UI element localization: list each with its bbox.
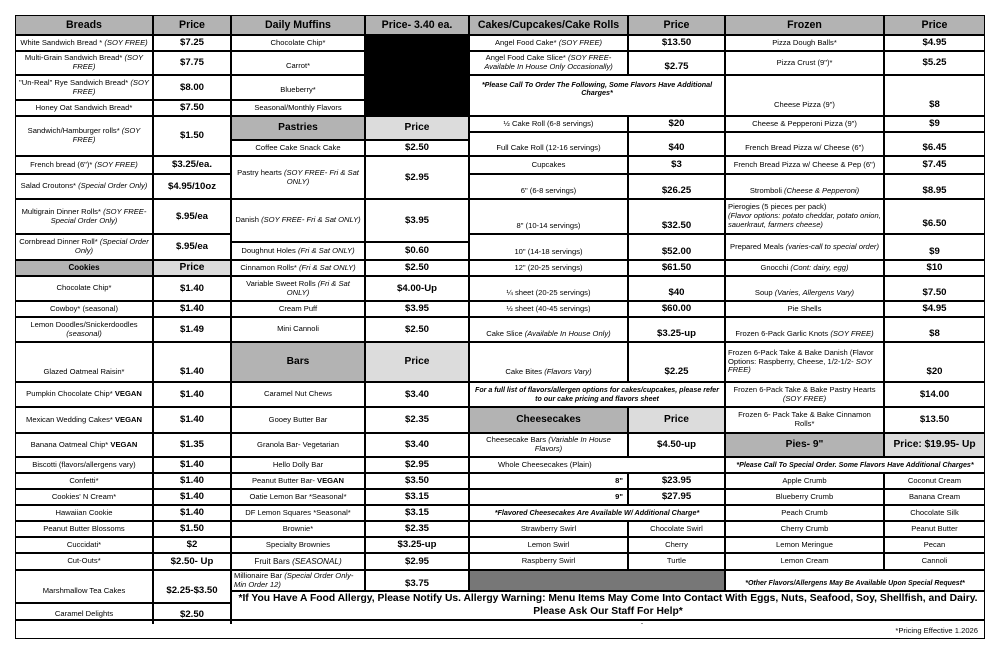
frozen-price: $9 (884, 116, 985, 132)
pastry-price: $4.00-Up (365, 276, 469, 301)
bread-item: Honey Oat Sandwich Bread* (15, 100, 153, 116)
cheesecakes-price-header: Price (628, 407, 725, 433)
bar-price: $3.15 (365, 505, 469, 521)
cookie-price: $1.40 (153, 342, 231, 382)
cookie-item: Chocolate Chip* (15, 276, 153, 301)
price-board (15, 15, 985, 639)
cookie-item: Caramel Delights (15, 603, 153, 620)
frozen-price: $10 (884, 260, 985, 276)
pastry-price: $3.95 (365, 199, 469, 242)
muffin-item: Carrot* (231, 51, 365, 75)
bread-price: $.95/ea (153, 234, 231, 260)
cake-price: $13.50 (628, 35, 725, 51)
cake-item: ¼ sheet (20-25 servings) (469, 276, 628, 301)
cake-price: $61.50 (628, 260, 725, 276)
pie-flavor: Lemon Cream (725, 553, 884, 570)
cheesecake-flavor: Turtle (628, 553, 725, 570)
pricing-effective: *Pricing Effective 1.2026 (15, 624, 985, 639)
frozen-price: $20 (884, 342, 985, 382)
cookie-price: $1.35 (153, 433, 231, 457)
muffin-item: Seasonal/Monthly Flavors (231, 100, 365, 116)
cookie-item: Lemon Doodles/Snickerdoodles (seasonal) (15, 317, 153, 342)
bread-price: $7.25 (153, 35, 231, 51)
bread-item: French bread (6")* (SOY FREE) (15, 156, 153, 174)
cheesecakes-header: Cheesecakes (469, 407, 628, 433)
bar-item: Peanut Butter Bar- VEGAN (231, 473, 365, 489)
pastry-item: Mini Cannoli (231, 317, 365, 342)
bread-price: $7.75 (153, 51, 231, 75)
cheesecake-item: Cheesecake Bars (Variable In House Flavors) (469, 433, 628, 457)
bar-price: $3.75 (365, 570, 469, 591)
bread-price: $7.50 (153, 100, 231, 116)
frozen-price: $7.45 (884, 156, 985, 174)
cake-item: Cupcakes (469, 156, 628, 174)
cookie-item: Hawaiian Cookie (15, 505, 153, 521)
cake-price: $2.75 (628, 51, 725, 75)
cake-price: $60.00 (628, 301, 725, 317)
bar-price: $3.50 (365, 473, 469, 489)
frozen-item: Stromboli (Cheese & Pepperoni) (725, 174, 884, 199)
cookie-price: $1.40 (153, 505, 231, 521)
cookie-price: $1.40 (153, 301, 231, 317)
pies-header: Pies- 9" (725, 433, 884, 457)
cake-item: Angel Food Cake Slice* (SOY FREE- Available In House Only Occasionally) (469, 51, 628, 75)
pastry-item: Variable Sweet Rolls (Fri & Sat ONLY) (231, 276, 365, 301)
frozen-price: $6.50 (884, 199, 985, 234)
cookie-item: Mexican Wedding Cakes* VEGAN (15, 407, 153, 433)
bar-item: Oatie Lemon Bar *Seasonal* (231, 489, 365, 505)
bar-item: Fruit Bars (SEASONAL) (231, 553, 365, 570)
frozen-item: Frozen 6-Pack Garlic Knots (SOY FREE) (725, 317, 884, 342)
bar-item: Granola Bar- Vegetarian (231, 433, 365, 457)
frozen-price: $4.95 (884, 301, 985, 317)
muffins-header: Daily Muffins (231, 15, 365, 35)
bread-item: Multigrain Dinner Rolls* (SOY FREE- Special Order Only) (15, 199, 153, 234)
pie-flavor: Lemon Meringue (725, 537, 884, 553)
cookie-item: Cut-Outs* (15, 553, 153, 570)
bar-price: $3.15 (365, 489, 469, 505)
cake-item: Angel Food Cake* (SOY FREE) (469, 35, 628, 51)
cheesecake-flavor: Chocolate Swirl (628, 521, 725, 537)
frozen-item: Pie Shells (725, 301, 884, 317)
bar-item: Hello Dolly Bar (231, 457, 365, 473)
bar-item: Gooey Butter Bar (231, 407, 365, 433)
frozen-item: Frozen 6-Pack Take & Bake Pastry Hearts (SOY FREE) (725, 382, 884, 407)
cookies-price-header: Price (153, 260, 231, 276)
frozen-item: Gnocchi (Cont: dairy, egg) (725, 260, 884, 276)
pastries-header: Pastries (231, 116, 365, 140)
allergy-warning: *If You Have A Food Allergy, Please Notify Us. Allergy Warning: Menu Items May Come Into Contact With Eggs, Nuts, Seafood, Soy, Shellfish, and Dairy. Please Ask Our Staff For Help* (231, 591, 985, 620)
bar-item: Specialty Brownies (231, 537, 365, 553)
cheesecake-size: 8" (469, 473, 628, 489)
cookie-item: Marshmallow Tea Cakes (15, 570, 153, 603)
muffin-item: Blueberry* (231, 75, 365, 100)
cake-price: $3 (628, 156, 725, 174)
cheesecake-whole: Whole Cheesecakes (Plain) (469, 457, 725, 473)
cookie-item: Peanut Butter Blossoms (15, 521, 153, 537)
frozen-item: Pizza Dough Balls* (725, 35, 884, 51)
cheesecake-size-price: $23.95 (628, 473, 725, 489)
cake-price: $52.00 (628, 234, 725, 260)
bar-item: Millionaire Bar (Special Order Only- Min Order 12) (231, 570, 365, 591)
bar-item: DF Lemon Squares *Seasonal* (231, 505, 365, 521)
cake-price: $40 (628, 276, 725, 301)
cookie-price: $2.50 (153, 603, 231, 620)
breads-header: Breads (15, 15, 153, 35)
frozen-item: Pizza Crust (9")* (725, 51, 884, 75)
cake-item: 6" (6-8 servings) (469, 174, 628, 199)
cake-price: $20 (628, 116, 725, 132)
bread-price: $1.50 (153, 116, 231, 156)
frozen-price: $9 (884, 234, 985, 260)
cheesecake-flavor: Lemon Swirl (469, 537, 628, 553)
bread-price: $.95/ea (153, 199, 231, 234)
cheesecake-flavored-note: *Flavored Cheesecakes Are Available W/ Additional Charge* (469, 505, 725, 521)
cake-item: Cake Slice (Available In House Only) (469, 317, 628, 342)
bread-item: Cornbread Dinner Roll* (Special Order Only) (15, 234, 153, 260)
cake-item: Full Cake Roll (12-16 servings) (469, 132, 628, 156)
pie-flavor: Cannoli (884, 553, 985, 570)
cheesecake-price: $4.50-up (628, 433, 725, 457)
frozen-price-header: Price (884, 15, 985, 35)
frozen-price: $8 (884, 75, 985, 116)
bar-price: $3.40 (365, 382, 469, 407)
bar-price: $3.40 (365, 433, 469, 457)
cakes-order-note: *Please Call To Order The Following, Some Flavors Have Additional Charges* (469, 75, 725, 116)
bar-price: $2.95 (365, 553, 469, 570)
pies-order-note: *Please Call To Special Order. Some Flavors Have Additional Charges* (725, 457, 985, 473)
cookie-item: Cowboy* (seasonal) (15, 301, 153, 317)
bar-item: Brownie* (231, 521, 365, 537)
bars-price-header: Price (365, 342, 469, 382)
pies-other-note: *Other Flavors/Allergens May Be Available Upon Special Request* (725, 570, 985, 591)
frozen-item: Pierogies (5 pieces per pack) (Flavor options: potato cheddar, potato onion, sauerkraut, farmers cheese) (725, 199, 884, 234)
frozen-price: $13.50 (884, 407, 985, 433)
cake-price: $32.50 (628, 199, 725, 234)
frozen-item: Prepared Meals (varies-call to special order) (725, 234, 884, 260)
cheesecake-flavor: Raspberry Swirl (469, 553, 628, 570)
pie-flavor: Blueberry Crumb (725, 489, 884, 505)
bread-item: White Sandwich Bread * (SOY FREE) (15, 35, 153, 51)
pie-flavor: Cherry Crumb (725, 521, 884, 537)
cookie-price: $1.40 (153, 382, 231, 407)
pie-flavor: Pecan (884, 537, 985, 553)
frozen-price: $4.95 (884, 35, 985, 51)
bread-price: $8.00 (153, 75, 231, 100)
pastry-price: $3.95 (365, 301, 469, 317)
pastry-item: Cream Puff (231, 301, 365, 317)
pastry-item: Doughnut Holes (Fri & Sat ONLY) (231, 242, 365, 260)
frozen-price: $7.50 (884, 276, 985, 301)
pastry-price: $2.50 (365, 260, 469, 276)
bread-item: Multi-Grain Sandwich Bread* (SOY FREE) (15, 51, 153, 75)
cakes-price-header: Price (628, 15, 725, 35)
cookie-item: Glazed Oatmeal Raisin* (15, 342, 153, 382)
frozen-item: French Bread Pizza w/ Cheese & Pep (6") (725, 156, 884, 174)
frozen-item: Soup (Varies, Allergens Vary) (725, 276, 884, 301)
cake-item: 12" (20-25 servings) (469, 260, 628, 276)
cake-price: $40 (628, 132, 725, 156)
frozen-price: $8 (884, 317, 985, 342)
pastry-item: Pastry hearts (SOY FREE- Fri & Sat ONLY) (231, 156, 365, 199)
bar-price: $2.95 (365, 457, 469, 473)
cookie-price: $2.25-$3.50 (153, 570, 231, 603)
pie-flavor: Banana Cream (884, 489, 985, 505)
cakes-flavor-note: For a full list of flavors/allergen options for cakes/cupcakes, please refer to our cake pricing and flavors sheet (469, 382, 725, 407)
muffin-price-block (365, 35, 469, 116)
cheesecake-size: 9" (469, 489, 628, 505)
frozen-price: $5.25 (884, 51, 985, 75)
frozen-item: French Bread Pizza w/ Cheese (6") (725, 132, 884, 156)
cookie-price: $1.50 (153, 521, 231, 537)
bread-item: Salad Croutons* (Special Order Only) (15, 174, 153, 199)
bar-price: $3.25-up (365, 537, 469, 553)
cheesecake-flavor: Cherry (628, 537, 725, 553)
cake-item: 8" (10-14 servings) (469, 199, 628, 234)
cookie-item: Cookies' N Cream* (15, 489, 153, 505)
cheesecake-filler (469, 570, 725, 591)
pie-flavor: Apple Crumb (725, 473, 884, 489)
cookie-price: $1.40 (153, 407, 231, 433)
pie-flavor: Chocolate Silk (884, 505, 985, 521)
pie-flavor: Coconut Cream (884, 473, 985, 489)
pastry-price: $2.95 (365, 156, 469, 199)
muffins-price-header: Price- 3.40 ea. (365, 15, 469, 35)
bread-price: $3.25/ea. (153, 156, 231, 174)
bread-item: Sandwich/Hamburger rolls* (SOY FREE) (15, 116, 153, 156)
cookie-item: Banana Oatmeal Chip* VEGAN (15, 433, 153, 457)
cake-item: ½ sheet (40-45 servings) (469, 301, 628, 317)
pastry-item: Danish (SOY FREE- Fri & Sat ONLY) (231, 199, 365, 242)
frozen-item: Cheese Pizza (9") (725, 75, 884, 116)
frozen-price: $6.45 (884, 132, 985, 156)
cookie-price: $1.40 (153, 457, 231, 473)
cookie-price: $2.50- Up (153, 553, 231, 570)
pie-flavor: Peanut Butter (884, 521, 985, 537)
cake-price: $2.25 (628, 342, 725, 382)
cookies-header: Cookies (15, 260, 153, 276)
cookie-item: Biscotti (flavors/allergens vary) (15, 457, 153, 473)
frozen-price: $8.95 (884, 174, 985, 199)
pastry-item: Coffee Cake Snack Cake (231, 140, 365, 156)
bar-item: Caramel Nut Chews (231, 382, 365, 407)
pastry-price: $0.60 (365, 242, 469, 260)
pie-flavor: Peach Crumb (725, 505, 884, 521)
bread-item: "Un-Real" Rye Sandwich Bread* (SOY FREE) (15, 75, 153, 100)
cake-price: $26.25 (628, 174, 725, 199)
frozen-item: Cheese & Pepperoni Pizza (9") (725, 116, 884, 132)
pastry-item: Cinnamon Rolls* (Fri & Sat ONLY) (231, 260, 365, 276)
cheesecake-flavor: Strawberry Swirl (469, 521, 628, 537)
cake-item: ½ Cake Roll (6-8 servings) (469, 116, 628, 132)
cookie-item: Pumpkin Chocolate Chip* VEGAN (15, 382, 153, 407)
pastry-price: $2.50 (365, 317, 469, 342)
cheesecake-size-price: $27.95 (628, 489, 725, 505)
pastry-price: $2.50 (365, 140, 469, 156)
pies-price-header: Price: $19.95- Up (884, 433, 985, 457)
cake-item: Cake Bites (Flavors Vary) (469, 342, 628, 382)
bars-header: Bars (231, 342, 365, 382)
cookie-price: $2 (153, 537, 231, 553)
breads-price-header: Price (153, 15, 231, 35)
cookie-price: $1.49 (153, 317, 231, 342)
frozen-price: $14.00 (884, 382, 985, 407)
cake-item: 10" (14-18 servings) (469, 234, 628, 260)
bar-price: $2.35 (365, 407, 469, 433)
cookie-item: Cuccidati* (15, 537, 153, 553)
pastries-price-header: Price (365, 116, 469, 140)
cookie-price: $1.40 (153, 489, 231, 505)
cookie-price: $1.40 (153, 473, 231, 489)
cookie-item: Confetti* (15, 473, 153, 489)
bar-price: $2.35 (365, 521, 469, 537)
cake-price: $3.25-up (628, 317, 725, 342)
cookie-price: $1.40 (153, 276, 231, 301)
frozen-item: Frozen 6-Pack Take & Bake Danish (Flavor Options: Raspberry, Cheese, 1/2-1/2- SOY FREE) (725, 342, 884, 382)
frozen-item: Frozen 6- Pack Take & Bake Cinnamon Rolls* (725, 407, 884, 433)
frozen-header: Frozen (725, 15, 884, 35)
cakes-header: Cakes/Cupcakes/Cake Rolls (469, 15, 628, 35)
bread-price: $4.95/10oz (153, 174, 231, 199)
muffin-item: Chocolate Chip* (231, 35, 365, 51)
